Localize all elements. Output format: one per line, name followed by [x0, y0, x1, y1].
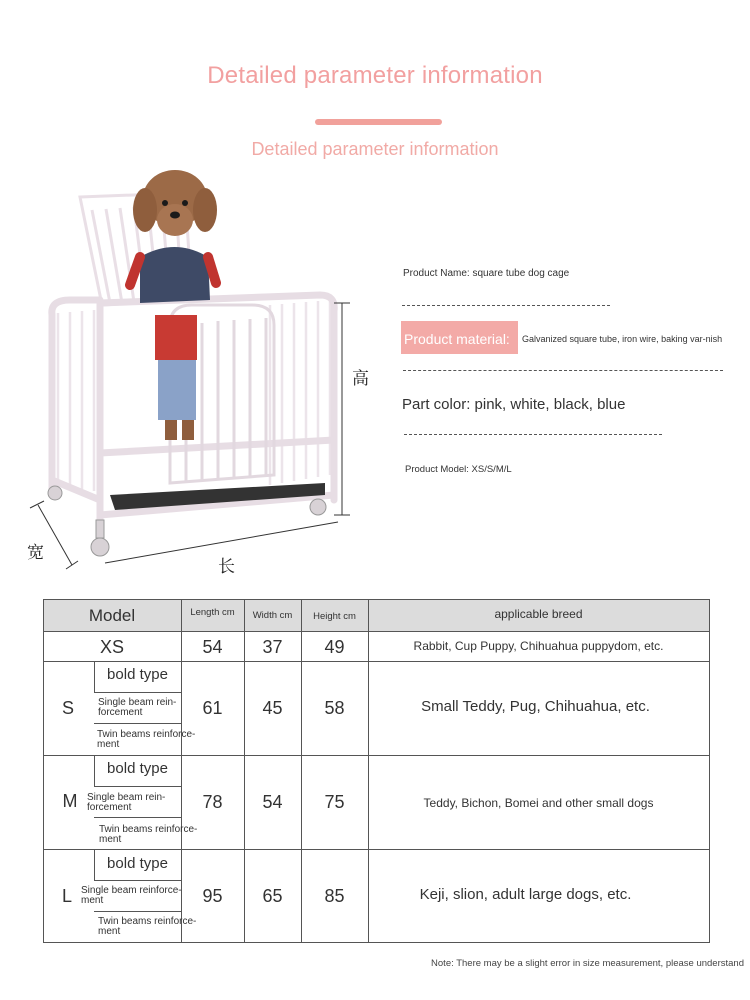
row-model: XS [99, 637, 124, 657]
row-width: 45 [262, 698, 283, 718]
title-divider [315, 119, 442, 125]
row-height: 75 [324, 792, 345, 812]
row-height: 58 [324, 698, 345, 718]
row-bold-type: bold type [107, 760, 168, 777]
material-label: Product material: [404, 331, 510, 347]
header-length: Length cm [190, 607, 235, 618]
table-line [709, 599, 710, 943]
row-length: 54 [202, 637, 223, 657]
header-breed: applicable breed [494, 607, 583, 621]
material-value: Galvanized square tube, iron wire, baking var-nish [522, 334, 723, 344]
row-bold-type: bold type [107, 666, 168, 683]
size-note: Note: There may be a slight error in size measurement, please understand [431, 958, 744, 969]
table-line [43, 849, 710, 850]
row-model: S [61, 698, 74, 718]
divider [404, 434, 662, 435]
row-model: M [62, 791, 78, 811]
divider [403, 370, 723, 371]
table-line [43, 631, 710, 632]
row-single-beam: Single beam rein-forcement [87, 792, 166, 813]
table-line [94, 723, 181, 724]
row-height: 49 [324, 637, 345, 657]
row-breed: Keji, slion, adult large dogs, etc. [419, 886, 632, 903]
part-color: Part color: pink, white, black, blue [402, 396, 626, 413]
dog-cage-illustration [20, 165, 360, 585]
table-line [94, 692, 181, 693]
table-line [94, 911, 181, 912]
header-height: Height cm [313, 611, 356, 622]
table-line [43, 755, 710, 756]
row-height: 85 [324, 886, 345, 906]
header-width: Width cm [252, 610, 293, 621]
product-name: Product Name: square tube dog cage [403, 268, 570, 279]
row-length: 95 [202, 886, 223, 906]
row-width: 54 [262, 792, 283, 812]
row-single-beam: Single beam reinforce-ment [81, 885, 182, 906]
width-label: 宽 [27, 543, 44, 563]
row-twin-beams: Twin beams reinforce-ment [97, 729, 196, 750]
table-line [94, 880, 181, 881]
row-single-beam: Single beam rein-forcement [98, 697, 177, 718]
row-width: 37 [262, 637, 283, 657]
table-line [94, 786, 181, 787]
table-line [94, 817, 181, 818]
table-line [43, 661, 710, 662]
row-breed: Small Teddy, Pug, Chihuahua, etc. [421, 698, 650, 715]
table-line [43, 599, 710, 600]
row-width: 65 [262, 886, 283, 906]
row-twin-beams: Twin beams reinforce-ment [98, 916, 197, 937]
row-breed: Teddy, Bichon, Bomei and other small dogs [423, 796, 654, 810]
row-breed: Rabbit, Cup Puppy, Chihuahua puppydom, etc. [413, 639, 664, 653]
row-bold-type: bold type [107, 855, 168, 872]
header-model: Model [88, 606, 136, 625]
row-length: 61 [202, 698, 223, 718]
height-label: 高 [352, 369, 369, 389]
page-title: Detailed parameter information [207, 62, 543, 89]
row-model: L [61, 886, 72, 906]
table-line [43, 942, 710, 943]
row-length: 78 [202, 792, 223, 812]
length-label: 长 [218, 557, 235, 577]
row-twin-beams: Twin beams reinforce-ment [99, 824, 198, 845]
divider [402, 305, 610, 306]
product-model: Product Model: XS/S/M/L [405, 464, 512, 475]
page-subtitle: Detailed parameter information [251, 139, 499, 159]
